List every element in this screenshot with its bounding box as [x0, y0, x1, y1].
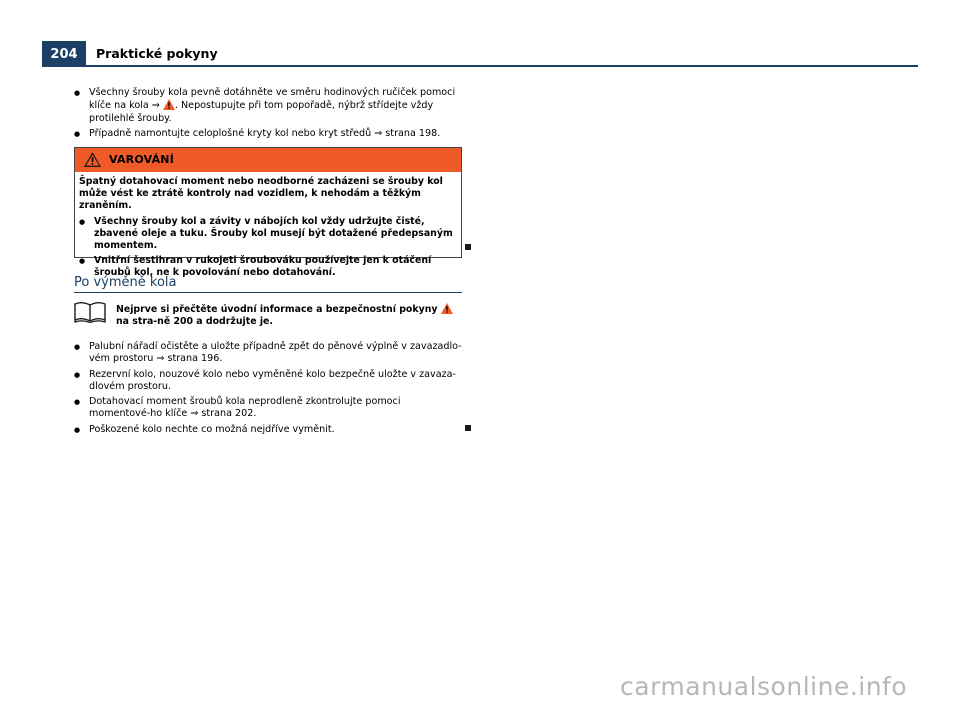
- open-book-icon: [74, 301, 106, 323]
- warning-body: [75, 172, 461, 280]
- list-item: [74, 396, 462, 421]
- warning-item: [79, 216, 457, 253]
- warning-triangle-icon: [163, 99, 175, 110]
- list-item-text-end: . Nepostupujte při tom popořadě, nýbrž střídejte vždy protilehlé šrouby.: [89, 100, 434, 124]
- warning-box: [74, 147, 462, 279]
- warning-item-text: Všechny šrouby kol a závity v nábojích kol vždy udržujte čisté, zbavené oleje a tuku. Šrouby kol musejí být dotažené předepsaným momentem.: [94, 215, 453, 252]
- list-item-text: Případně namontujte celoplošné kryty kol nebo kryt středů ⇒ strana 198.: [89, 127, 441, 139]
- page-number: 204: [42, 41, 86, 67]
- header-rule: [42, 65, 918, 67]
- warning-header: [75, 148, 461, 172]
- section-title: Po výměně kola: [74, 275, 177, 290]
- section-end-mark: [465, 244, 471, 250]
- list-item: [74, 369, 462, 394]
- list-item: [74, 128, 462, 140]
- page-header-title: Praktické pokyny: [96, 46, 218, 61]
- warning-item-text: Vnitřní šestihran v rukojeti šroubováku používejte jen k otáčení šroubů kol, ne k povolování nebo dotahování.: [94, 255, 432, 279]
- warning-triangle-icon: [441, 303, 453, 314]
- section-bullet-list: [74, 341, 462, 436]
- section-intro-text-start: Nejprve si přečtěte úvodní informace a bezpečnostní pokyny: [116, 304, 441, 315]
- section-rule: [74, 292, 462, 293]
- warning-title: VAROVÁNÍ: [109, 153, 174, 166]
- list-item-text: Palubní nářadí očistěte a uložte případně zpět do pěnové výplně v zavazadlo-vém prostoru ⇒ strana 196.: [89, 341, 462, 365]
- list-item-text: Poškozené kolo nechte co možná nejdříve vyměnit.: [89, 423, 335, 435]
- section-intro-text-end: na stra-ně 200 a dodržujte je.: [116, 316, 273, 328]
- warning-intro: Špatný dotahovací moment nebo neodborné zacházeni se šrouby kol může vést ke ztrátě kontroly nad vozidlem, k nehodám a těžkým zraněním.: [79, 176, 443, 212]
- list-item-text: Dotahovací moment šroubů kola neprodleně zkontrolujte pomoci momentové-ho klíče ⇒ strana 202.: [89, 396, 401, 420]
- section-end-mark: [465, 425, 471, 431]
- list-item: [74, 341, 462, 366]
- section-intro: [116, 303, 462, 328]
- warning-triangle-icon: [84, 152, 101, 167]
- list-item: [74, 87, 462, 125]
- list-item-text-start: Všechny šrouby kola pevně dotáhněte ve směru hodinových ručiček pomoci klíče na kola ⇒: [89, 87, 456, 112]
- list-item: [74, 424, 462, 436]
- list-item-text: Rezervní kolo, nouzové kolo nebo vyměněné kolo bezpečně uložte v zavaza-dlovém prostoru.: [89, 368, 456, 392]
- watermark: carmanualsonline.info: [620, 672, 908, 701]
- top-bullet-list: [74, 87, 462, 140]
